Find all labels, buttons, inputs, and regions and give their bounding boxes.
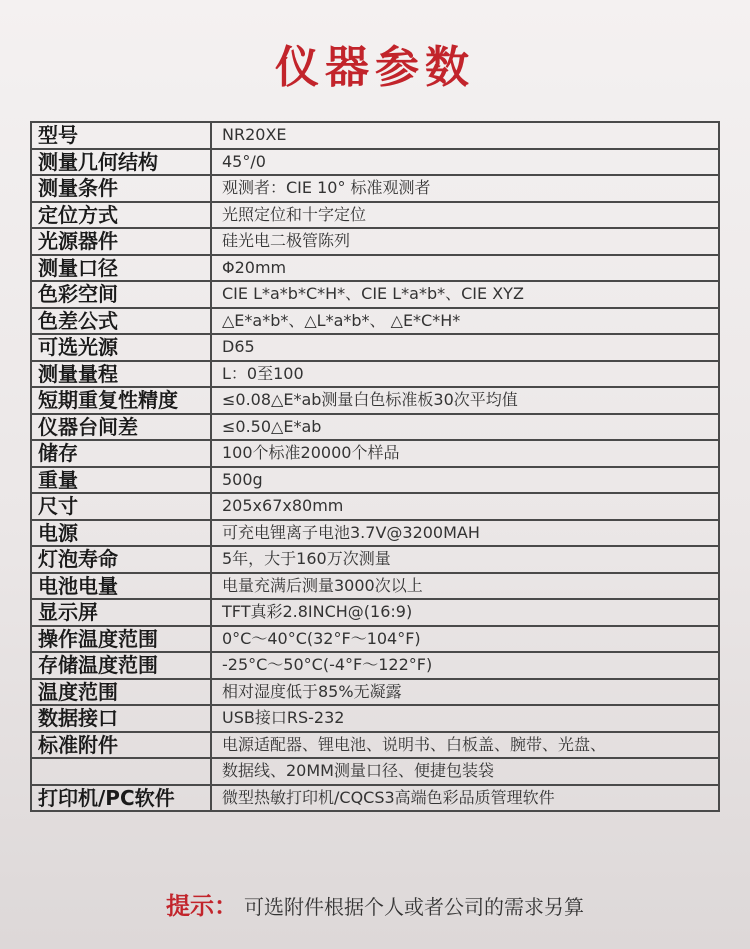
spec-table-body bbox=[31, 122, 719, 811]
spec-value: TFT真彩2.8INCH@(16:9) bbox=[211, 599, 719, 626]
spec-label: 尺寸 bbox=[31, 493, 211, 520]
spec-label: 重量 bbox=[31, 467, 211, 494]
spec-label: 定位方式 bbox=[31, 202, 211, 229]
spec-label: 显示屏 bbox=[31, 599, 211, 626]
spec-label: 打印机/PC软件 bbox=[31, 785, 211, 812]
spec-row bbox=[31, 255, 719, 282]
spec-label: 型号 bbox=[31, 122, 211, 149]
tip-label: 提示： bbox=[166, 892, 238, 920]
spec-row bbox=[31, 308, 719, 335]
spec-value: 45°/0 bbox=[211, 149, 719, 176]
spec-value: -25°C～50°C(-4°F～122°F) bbox=[211, 652, 719, 679]
spec-value: 5年，大于160万次测量 bbox=[211, 546, 719, 573]
spec-row bbox=[31, 705, 719, 732]
spec-value: 数据线、20MM测量口径、便捷包装袋 bbox=[211, 758, 719, 785]
spec-row bbox=[31, 573, 719, 600]
spec-table bbox=[30, 121, 720, 812]
spec-label: 光源器件 bbox=[31, 228, 211, 255]
spec-row bbox=[31, 679, 719, 706]
spec-row bbox=[31, 546, 719, 573]
spec-value: D65 bbox=[211, 334, 719, 361]
spec-label: 数据接口 bbox=[31, 705, 211, 732]
spec-label: 温度范围 bbox=[31, 679, 211, 706]
spec-label: 储存 bbox=[31, 440, 211, 467]
page-title: 仪器参数 bbox=[275, 42, 475, 93]
spec-row bbox=[31, 599, 719, 626]
tip-note bbox=[0, 886, 750, 929]
spec-row bbox=[31, 520, 719, 547]
spec-label: 短期重复性精度 bbox=[31, 387, 211, 414]
spec-row bbox=[31, 334, 719, 361]
spec-row bbox=[31, 387, 719, 414]
spec-value: 电量充满后测量3000次以上 bbox=[211, 573, 719, 600]
spec-row bbox=[31, 202, 719, 229]
spec-value: NR20XE bbox=[211, 122, 719, 149]
spec-value: 可充电锂离子电池3.7V@3200MAH bbox=[211, 520, 719, 547]
spec-value: 500g bbox=[211, 467, 719, 494]
spec-value: 100个标准20000个样品 bbox=[211, 440, 719, 467]
spec-value: △E*a*b*、△L*a*b*、 △E*C*H* bbox=[211, 308, 719, 335]
spec-row bbox=[31, 281, 719, 308]
spec-row bbox=[31, 414, 719, 441]
spec-row bbox=[31, 626, 719, 653]
spec-label: 电池电量 bbox=[31, 573, 211, 600]
spec-value: ≤0.08△E*ab测量白色标准板30次平均值 bbox=[211, 387, 719, 414]
spec-row bbox=[31, 732, 719, 759]
tip-text: 可选附件根据个人或者公司的需求另算 bbox=[244, 895, 584, 919]
spec-row bbox=[31, 122, 719, 149]
spec-row bbox=[31, 175, 719, 202]
spec-label: 操作温度范围 bbox=[31, 626, 211, 653]
spec-row bbox=[31, 493, 719, 520]
spec-value: 相对湿度低于85%无凝露 bbox=[211, 679, 719, 706]
spec-row bbox=[31, 758, 719, 785]
spec-label: 电源 bbox=[31, 520, 211, 547]
spec-label: 仪器台间差 bbox=[31, 414, 211, 441]
spec-value: 观测者：CIE 10° 标准观测者 bbox=[211, 175, 719, 202]
spec-label: 可选光源 bbox=[31, 334, 211, 361]
spec-value: USB接口RS-232 bbox=[211, 705, 719, 732]
spec-value: 硅光电二极管陈列 bbox=[211, 228, 719, 255]
spec-label: 色差公式 bbox=[31, 308, 211, 335]
spec-label: 标准附件 bbox=[31, 732, 211, 759]
spec-row bbox=[31, 652, 719, 679]
spec-label: 灯泡寿命 bbox=[31, 546, 211, 573]
spec-row bbox=[31, 228, 719, 255]
spec-value: 0°C～40°C(32°F～104°F) bbox=[211, 626, 719, 653]
spec-value: 光照定位和十字定位 bbox=[211, 202, 719, 229]
spec-label: 测量几何结构 bbox=[31, 149, 211, 176]
spec-row bbox=[31, 440, 719, 467]
spec-value: 电源适配器、锂电池、说明书、白板盖、腕带、光盘、 bbox=[211, 732, 719, 759]
spec-label: 测量条件 bbox=[31, 175, 211, 202]
spec-value: CIE L*a*b*C*H*、CIE L*a*b*、CIE XYZ bbox=[211, 281, 719, 308]
spec-value: 205x67x80mm bbox=[211, 493, 719, 520]
spec-label: 色彩空间 bbox=[31, 281, 211, 308]
spec-row bbox=[31, 467, 719, 494]
spec-row bbox=[31, 361, 719, 388]
spec-label bbox=[31, 758, 211, 785]
spec-row bbox=[31, 785, 719, 812]
spec-value: ≤0.50△E*ab bbox=[211, 414, 719, 441]
spec-row bbox=[31, 149, 719, 176]
spec-value: L：0至100 bbox=[211, 361, 719, 388]
spec-label: 测量量程 bbox=[31, 361, 211, 388]
spec-label: 测量口径 bbox=[31, 255, 211, 282]
spec-label: 存储温度范围 bbox=[31, 652, 211, 679]
spec-value: Φ20mm bbox=[211, 255, 719, 282]
spec-value: 微型热敏打印机/CQCS3高端色彩品质管理软件 bbox=[211, 785, 719, 812]
